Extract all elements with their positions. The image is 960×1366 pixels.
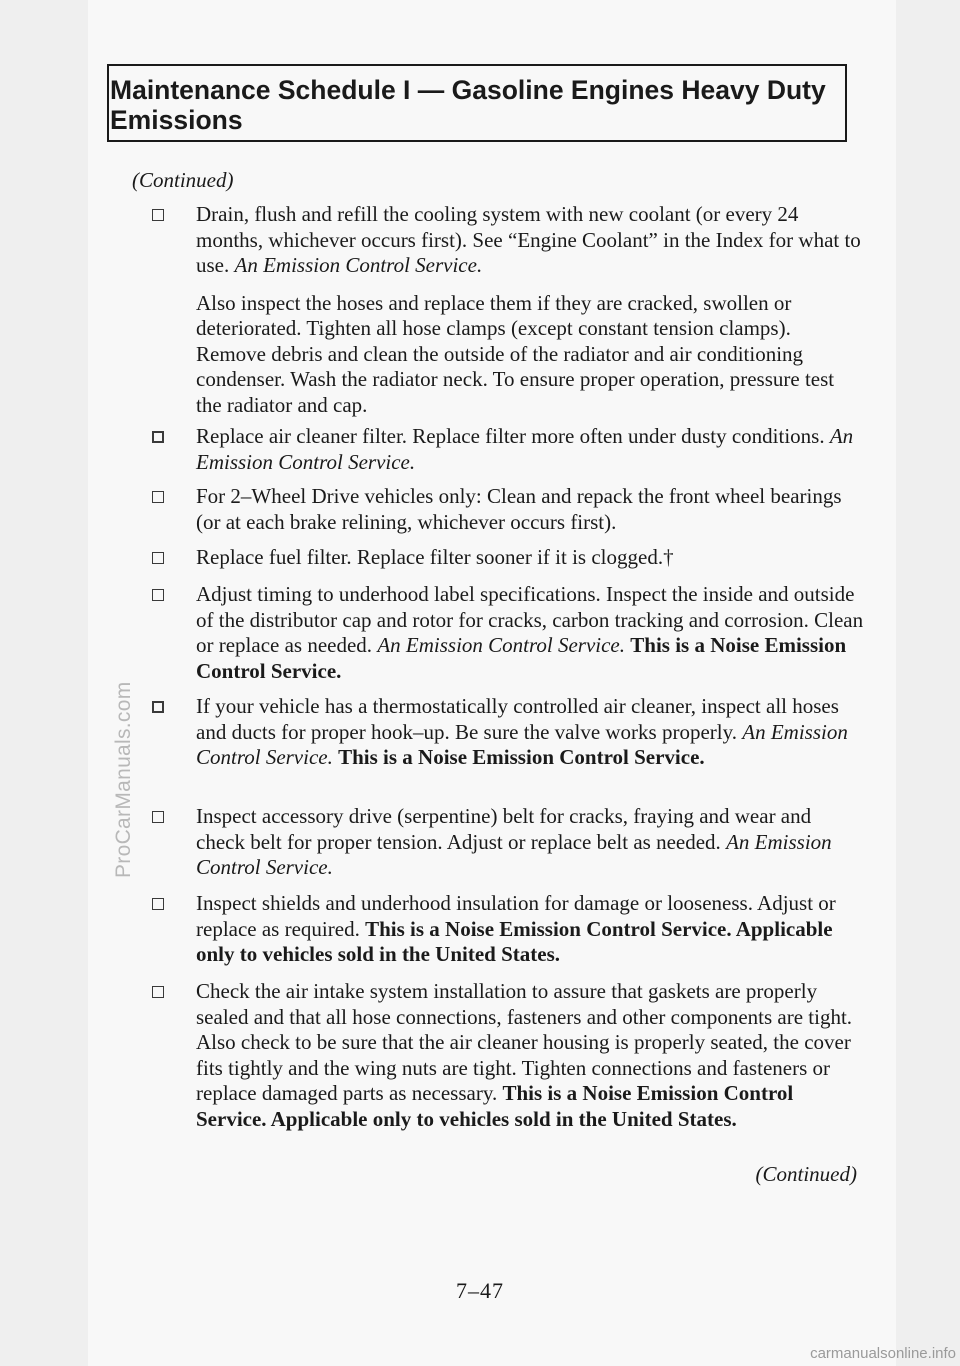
body-text: Drain, flush and refill the cooling system with new coolant (or every 24 months, whichever occurs first). See “Engine Coolant” in the Index for what to use. bbox=[196, 202, 861, 277]
body-text: Inspect shields and underhood insulation for damage or looseness. Adjust or replace as required. bbox=[196, 891, 836, 941]
page-title: Maintenance Schedule I — Gasoline Engines Heavy Duty Emissions bbox=[110, 75, 826, 135]
item-text bbox=[196, 424, 864, 475]
checkbox-icon bbox=[152, 209, 164, 221]
item-text bbox=[196, 891, 864, 968]
item-paragraph bbox=[196, 291, 864, 419]
body-text: Adjust timing to underhood label specifications. Inspect the inside and outside of the distributor cap and rotor for cracks, carbon tracking and corrosion. Clean or replace as needed. bbox=[196, 582, 864, 657]
item-text bbox=[196, 694, 864, 771]
item-paragraph bbox=[196, 582, 864, 684]
item-paragraph bbox=[196, 424, 864, 475]
item-text bbox=[196, 545, 864, 571]
item-text bbox=[196, 582, 864, 684]
emphasis-text: An Emission Control Service. bbox=[196, 719, 848, 769]
body-text: If your vehicle has a thermostatically controlled air cleaner, inspect all hoses and ducts for proper hook–up. Be sure the valve works properly. bbox=[196, 694, 839, 744]
item-text bbox=[196, 484, 864, 535]
bold-text: This is a Noise Emission Control Service. Applicable only to vehicles sold in the United States. bbox=[196, 916, 833, 966]
checkbox-icon bbox=[152, 589, 164, 601]
body-text: Replace fuel filter. Replace filter sooner if it is clogged.† bbox=[196, 545, 674, 569]
item-paragraph bbox=[196, 694, 864, 771]
body-text: Also inspect the hoses and replace them if they are cracked, swollen or deteriorated. Tighten all hose clamps (except constant tension clamps). Remove debris and clean the outside of the radiator and air conditioning condenser. Wash the radiator neck. To ensure proper operation, pressure test the radiator and cap. bbox=[196, 290, 835, 417]
item-paragraph bbox=[196, 891, 864, 968]
emphasis-text: An Emission Control Service. bbox=[234, 253, 483, 277]
checkbox-icon bbox=[152, 701, 164, 713]
continued-top-label: (Continued) bbox=[132, 168, 234, 192]
body-text: Inspect accessory drive (serpentine) belt for cracks, fraying and wear and check belt for proper tension. Adjust or replace belt as needed. bbox=[196, 804, 812, 854]
emphasis-text: An Emission Control Service. bbox=[196, 829, 832, 879]
checkbox-icon bbox=[152, 986, 164, 998]
bold-text: This is a Noise Emission Control Service. bbox=[338, 745, 705, 769]
page-number: 7–47 bbox=[456, 1278, 504, 1303]
bold-text: This is a Noise Emission Control Service. Applicable only to vehicles sold in the United States. bbox=[196, 1081, 794, 1131]
continued-bottom-label: (Continued) bbox=[755, 1162, 857, 1186]
body-text: Replace air cleaner filter. Replace filter more often under dusty conditions. bbox=[196, 424, 830, 448]
item-paragraph bbox=[196, 202, 864, 279]
checkbox-icon bbox=[152, 552, 164, 564]
item-paragraph bbox=[196, 979, 864, 1132]
emphasis-text: An Emission Control Service. bbox=[196, 424, 854, 474]
bold-text: This is a Noise Emission Control Service. bbox=[196, 633, 847, 683]
item-text bbox=[196, 202, 864, 418]
item-text bbox=[196, 979, 864, 1132]
emphasis-text: An Emission Control Service. bbox=[377, 633, 626, 657]
body-text: For 2–Wheel Drive vehicles only: Clean and repack the front wheel bearings (or at each brake relining, whichever occurs first). bbox=[196, 484, 842, 534]
item-paragraph bbox=[196, 804, 864, 881]
checkbox-icon bbox=[152, 898, 164, 910]
body-text: Check the air intake system installation to assure that gaskets are properly sealed and that all hose connections, fasteners and other components are tight. Also check to be sure that the air cleaner housing is properly seated, the cover fits tightly and the wing nuts are tight. Tighten connections and fasteners or replace damaged parts as necessary. bbox=[196, 979, 853, 1105]
item-paragraph bbox=[196, 545, 864, 571]
item-text bbox=[196, 804, 864, 881]
footer-watermark: carmanualsonline.info bbox=[810, 1345, 956, 1362]
checkbox-icon bbox=[152, 811, 164, 823]
side-watermark: ProCarManuals.com bbox=[112, 681, 135, 878]
checkbox-icon bbox=[152, 491, 164, 503]
item-paragraph bbox=[196, 484, 864, 535]
checkbox-icon bbox=[152, 431, 164, 443]
